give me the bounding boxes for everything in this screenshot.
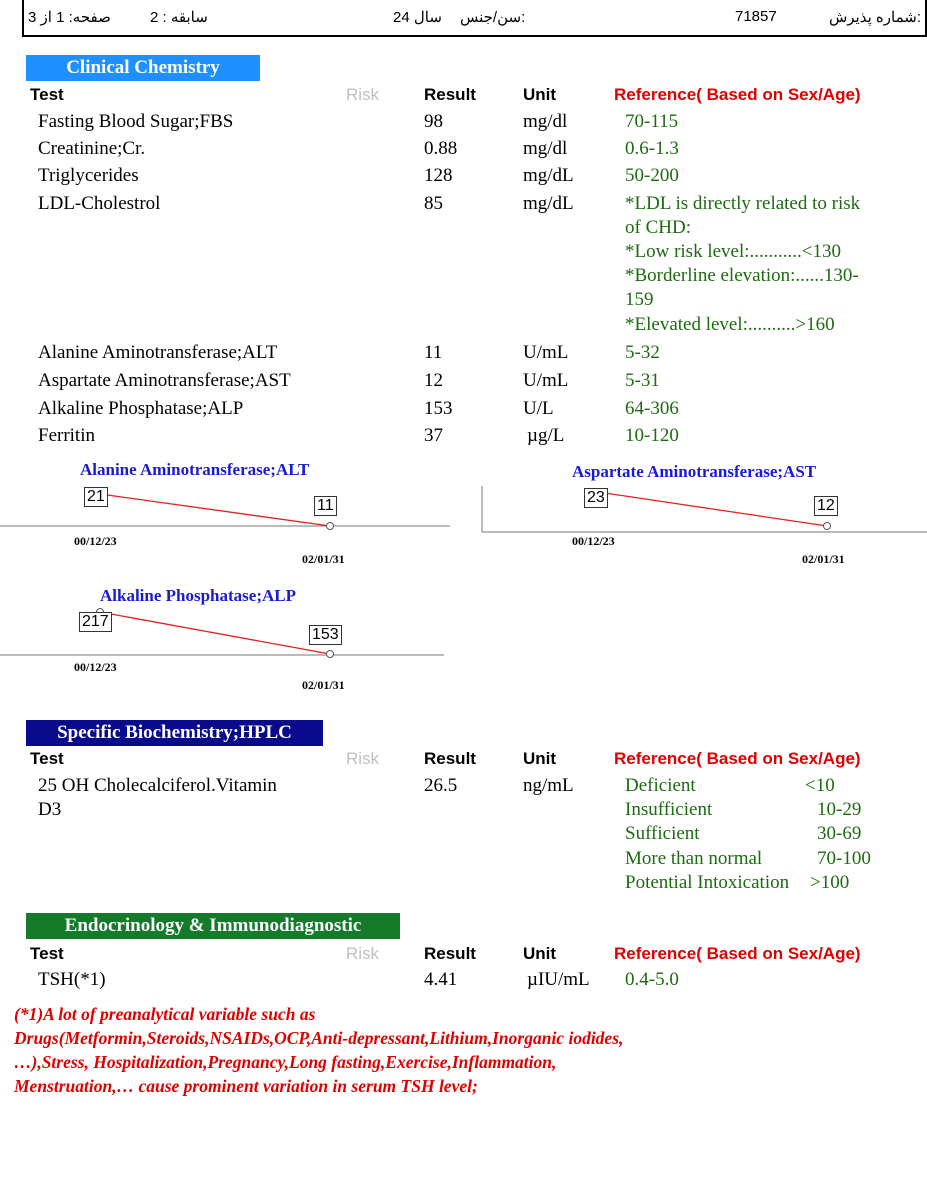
data-point	[824, 523, 831, 530]
col-risk: Risk	[346, 85, 380, 104]
ref-label: Potential Intoxication	[625, 872, 790, 893]
test-name: Fasting Blood Sugar;FBS	[38, 111, 234, 132]
test-result: 12	[424, 370, 443, 391]
ref-value: >100	[810, 872, 850, 893]
ldl-reference-line: *Low risk level:...........<130	[625, 241, 841, 262]
col-risk: Risk	[346, 944, 380, 963]
data-label: 217	[79, 612, 112, 632]
trend-line	[598, 492, 827, 526]
test-name: Creatinine;Cr.	[38, 138, 146, 159]
test-name: Ferritin	[38, 425, 95, 446]
test-unit: ng/mL	[523, 775, 574, 796]
ref-value: <10	[805, 775, 835, 796]
col-result: Result	[424, 944, 476, 963]
data-label: 153	[309, 625, 342, 645]
test-reference: 70-115	[625, 111, 679, 132]
data-label: 11	[314, 496, 337, 516]
age-sex-label: سن/جنس:	[460, 9, 526, 26]
test-reference: 0.6-1.3	[625, 138, 679, 159]
data-point	[327, 523, 334, 530]
admission-number: 71857	[735, 8, 777, 25]
ldl-reference-line: of CHD:	[625, 217, 691, 238]
x-tick-label: 02/01/31	[302, 678, 345, 692]
test-result: 26.5	[424, 775, 458, 796]
ref-label: Insufficient	[625, 799, 713, 820]
test-reference: 10-120	[625, 425, 679, 446]
data-label: 12	[814, 496, 838, 516]
col-unit: Unit	[523, 944, 557, 963]
test-result: 37	[424, 425, 443, 446]
test-reference: 64-306	[625, 398, 679, 419]
test-name: Alkaline Phosphatase;ALP	[38, 398, 244, 419]
test-name: LDL-Cholestrol	[38, 193, 161, 214]
x-tick-label: 02/01/31	[802, 552, 845, 566]
footnote-line: …),Stress, Hospitalization,Pregnancy,Long fasting,Exercise,Inflammation,	[14, 1052, 557, 1072]
ldl-reference-line: 159	[625, 289, 654, 310]
age-sex-value: 24 سال	[393, 9, 442, 26]
chart-title-alt: Alanine Aminotransferase;ALT	[80, 460, 310, 479]
chart-title-ast: Aspartate Aminotransferase;AST	[572, 462, 817, 481]
test-unit: mg/dL	[523, 165, 574, 186]
col-test: Test	[30, 944, 64, 963]
test-result: 128	[424, 165, 453, 186]
test-name-continued: D3	[38, 799, 62, 820]
data-label: 21	[84, 487, 108, 507]
trend-line	[100, 612, 330, 654]
test-result: 153	[424, 398, 453, 419]
trend-chart-alp	[0, 606, 450, 658]
trend-chart-ast	[480, 486, 927, 536]
ldl-reference-line: *Elevated level:..........>160	[625, 314, 835, 335]
test-name: Triglycerides	[38, 165, 139, 186]
trend-chart-alt	[0, 480, 450, 530]
col-unit: Unit	[523, 85, 557, 104]
ref-value: 10-29	[817, 799, 862, 820]
test-unit: U/mL	[523, 370, 569, 391]
ref-value: 30-69	[817, 823, 862, 844]
test-reference: 5-31	[625, 370, 660, 391]
test-unit: mg/dl	[523, 138, 568, 159]
test-name: Alanine Aminotransferase;ALT	[38, 342, 278, 363]
trend-line	[100, 494, 330, 526]
x-tick-label: 00/12/23	[572, 534, 615, 548]
chart-title-alp: Alkaline Phosphatase;ALP	[100, 586, 296, 605]
col-test: Test	[30, 85, 64, 104]
x-tick-label: 00/12/23	[74, 534, 117, 548]
test-name: 25 OH Cholecalciferol.Vitamin	[38, 775, 277, 796]
col-result: Result	[424, 749, 476, 768]
test-result: 85	[424, 193, 443, 214]
test-result: 98	[424, 111, 443, 132]
ref-label: Deficient	[625, 775, 696, 796]
test-result: 11	[424, 342, 443, 363]
test-unit: mg/dL	[523, 193, 574, 214]
test-reference: 0.4-5.0	[625, 969, 679, 990]
page-label: صفحه: 1 از 3	[28, 9, 111, 26]
x-tick-label: 00/12/23	[74, 660, 117, 674]
data-point	[327, 651, 334, 658]
footnote-line: Drugs(Metformin,Steroids,NSAIDs,OCP,Anti-depressant,Lithium,Inorganic iodides,	[14, 1028, 624, 1048]
history-label: سابقه : 2	[150, 9, 208, 26]
section-title-endocrinology: Endocrinology & Immunodiagnostic	[26, 913, 400, 939]
test-unit: U/L	[523, 398, 554, 419]
test-reference: 50-200	[625, 165, 679, 186]
x-tick-label: 02/01/31	[302, 552, 345, 566]
test-unit: µg/L	[527, 425, 565, 446]
test-name: Aspartate Aminotransferase;AST	[38, 370, 291, 391]
admission-label: شماره پذیرش:	[828, 9, 921, 26]
ref-label: More than normal	[625, 848, 763, 869]
test-result: 4.41	[424, 969, 458, 990]
col-risk: Risk	[346, 749, 380, 768]
col-test: Test	[30, 749, 64, 768]
data-label: 23	[584, 488, 608, 508]
test-name: TSH(*1)	[38, 969, 106, 990]
col-reference: Reference( Based on Sex/Age)	[614, 944, 861, 963]
ldl-reference-line: *LDL is directly related to risk	[625, 193, 861, 214]
test-result: 0.88	[424, 138, 458, 159]
col-unit: Unit	[523, 749, 557, 768]
footnote-line: (*1)A lot of preanalytical variable such as	[14, 1004, 316, 1024]
section-title-specific-biochemistry: Specific Biochemistry;HPLC	[26, 720, 323, 746]
col-result: Result	[424, 85, 476, 104]
test-unit: µIU/mL	[527, 969, 590, 990]
footnote-line: Menstruation,… cause prominent variation in serum TSH level;	[14, 1076, 478, 1096]
test-unit: U/mL	[523, 342, 569, 363]
col-reference: Reference( Based on Sex/Age)	[614, 749, 861, 768]
test-unit: mg/dl	[523, 111, 568, 132]
ldl-reference-line: *Borderline elevation:......130-	[625, 265, 859, 286]
col-reference: Reference( Based on Sex/Age)	[614, 85, 861, 104]
ref-label: Sufficient	[625, 823, 700, 844]
test-reference: 5-32	[625, 342, 660, 363]
section-title-clinical-chemistry: Clinical Chemistry	[26, 55, 260, 81]
ref-value: 70-100	[817, 848, 871, 869]
